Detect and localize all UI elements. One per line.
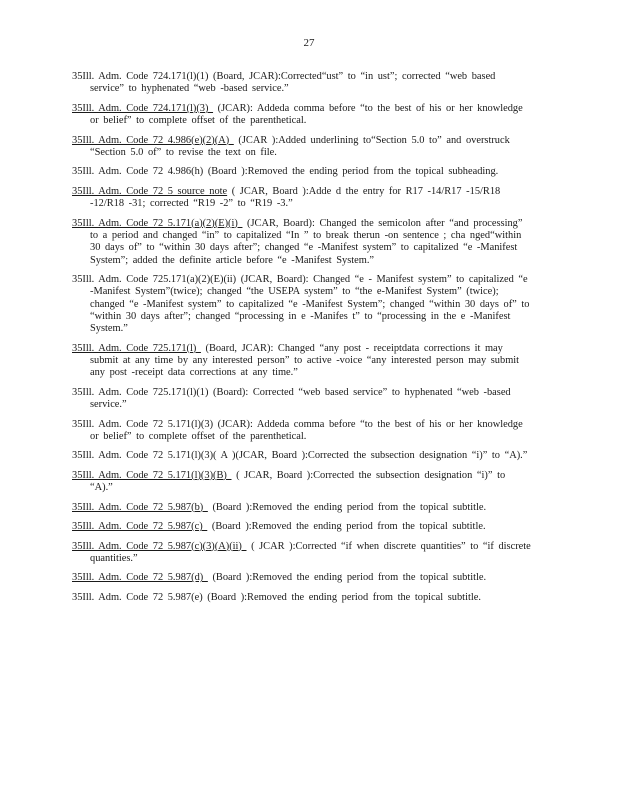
amendment-entry bbox=[72, 502, 532, 514]
amendment-entry bbox=[72, 450, 532, 462]
amendment-entry bbox=[72, 592, 532, 604]
amendment-description: (Board, JCAR): Changed “any post - receiptdata corrections it may submit at any time by any interested person” to active -voice “any interested person may submit any post -receipt data corrections at any time.” bbox=[90, 342, 520, 379]
amendment-entry bbox=[72, 218, 532, 267]
amendment-description: (Board ):Removed the ending period from the topical subtitle. bbox=[202, 591, 481, 603]
amendment-entry bbox=[72, 343, 532, 380]
amendment-description: (JCAR ):Added underlining to“Section 5.0 to” and overstruck “Section 5.0 of” to revise the text on file. bbox=[90, 134, 510, 158]
section-citation: 35Ill. Adm. Code 72 5.987(b) bbox=[72, 501, 208, 513]
amendment-description: ( JCAR, Board ):Adde d the entry for R17 -14/R17 -15/R18 -12/R18 -31; corrected “R19 -2” to “R19 -3.” bbox=[90, 185, 501, 210]
amendment-description: (JCAR): Addeda comma before “to the best of his or her knowledge or belief” to complete offset of the parenthetical. bbox=[90, 418, 523, 442]
section-citation: 35Ill. Adm. Code 72 5.171(a)(2)(E)(i) bbox=[72, 217, 243, 229]
section-citation: 35Ill. Adm. Code 72 5.987(c) bbox=[72, 521, 208, 533]
amendment-description: (Board): Corrected “web based service” to hyphenated “web -based service.” bbox=[90, 386, 511, 411]
amendment-description: (Board ):Removed the ending period from the topical subtitle. bbox=[207, 521, 486, 533]
amendment-description: (JCAR, Board): Changed “e - Manifest system” to capitalized “e -Manifest System”(twice); changed “the USEPA system” to “the e-Manifest System” (twice); changed “e -Manifest system” to capitalized “e -Manifest System”; changed “within 30 days of” to “within 30 days after”; changed “processing in e -Manifes t” to “processing in the e -Manifest System.” bbox=[90, 273, 530, 335]
amendment-description: (JCAR, Board ):Corrected the subsection designation “i)” to “A).” bbox=[235, 450, 528, 462]
amendment-entry bbox=[72, 135, 532, 160]
amendment-entry bbox=[72, 387, 532, 412]
page-number: 27 bbox=[303, 37, 315, 49]
amendment-entry bbox=[72, 186, 532, 211]
amendment-description: (Board, JCAR):Corrected“ust” to “in ust”; corrected “web based service” to hyphenated “web -based service.” bbox=[90, 71, 496, 95]
section-citation: 35Ill. Adm. Code 72 4.986(e)(2)(A) bbox=[72, 134, 234, 146]
section-citation: 35Ill. Adm. Code 724.171(l)(3) bbox=[72, 102, 214, 114]
amendment-entry bbox=[72, 419, 532, 444]
amendment-entry bbox=[72, 71, 532, 96]
section-citation: 35Ill. Adm. Code 72 5.987(e) bbox=[72, 591, 203, 603]
section-citation: 35Ill. Adm. Code 72 4.986(h) bbox=[72, 166, 204, 178]
amendment-entry bbox=[72, 521, 532, 533]
section-citation: 35Ill. Adm. Code 725.171(a)(2)(E)(ii) bbox=[72, 273, 237, 285]
amendment-description: (JCAR): Addeda comma before “to the best of his or her knowledge or belief” to complete offset of the parenthetical. bbox=[90, 102, 523, 127]
amendment-entry bbox=[72, 470, 532, 495]
amendment-entry bbox=[72, 572, 532, 584]
amendment-entry bbox=[72, 166, 532, 178]
amendment-entry bbox=[72, 103, 532, 128]
amendment-description: ( JCAR, Board ):Corrected the subsection designation “i)” to “A).” bbox=[90, 469, 506, 494]
section-citation: 35Ill. Adm. Code 725.171(l)(1) bbox=[72, 386, 209, 398]
amendment-entry bbox=[72, 541, 532, 566]
section-citation: 35Ill. Adm. Code 72 5.171(l)(3)( A ) bbox=[72, 450, 236, 462]
amendment-description: ( JCAR ):Corrected “if when discrete quantities” to “if discrete quantities.” bbox=[90, 540, 531, 564]
amendment-description: (Board ):Removed the ending period from the topical subtitle. bbox=[207, 572, 487, 584]
section-citation: 35Ill. Adm. Code 72 5 source note bbox=[72, 185, 228, 197]
amendment-description: (Board ):Removed the ending period from the topical subheading. bbox=[203, 166, 499, 178]
amendment-list bbox=[72, 71, 532, 611]
section-citation: 35Ill. Adm. Code 72 5.171(l)(3)(B) bbox=[72, 469, 232, 481]
amendment-description: (JCAR, Board): Changed the semicolon after “and processing” to a period and changed “in” to capitalized “In ” to break therun -on sentence ; cha nged“within 30 days of” to “within 30 days after”; changed “e -Manifest system” to capitalized “e -Manifest System”; added the definite article before “e -Manifest System.” bbox=[90, 217, 523, 266]
section-citation: 35Ill. Adm. Code 72 5.171(l)(3) bbox=[72, 418, 214, 430]
section-citation: 35Ill. Adm. Code 724.171(l)(1) bbox=[72, 71, 209, 82]
section-citation: 35Ill. Adm. Code 72 5.987(d) bbox=[72, 572, 208, 584]
section-citation: 35Ill. Adm. Code 725.171(l) bbox=[72, 342, 201, 354]
amendment-description: (Board ):Removed the ending period from the topical subtitle. bbox=[207, 501, 487, 513]
amendment-entry bbox=[72, 274, 532, 335]
section-citation: 35Ill. Adm. Code 72 5.987(c)(3)(A)(ii) bbox=[72, 540, 247, 552]
